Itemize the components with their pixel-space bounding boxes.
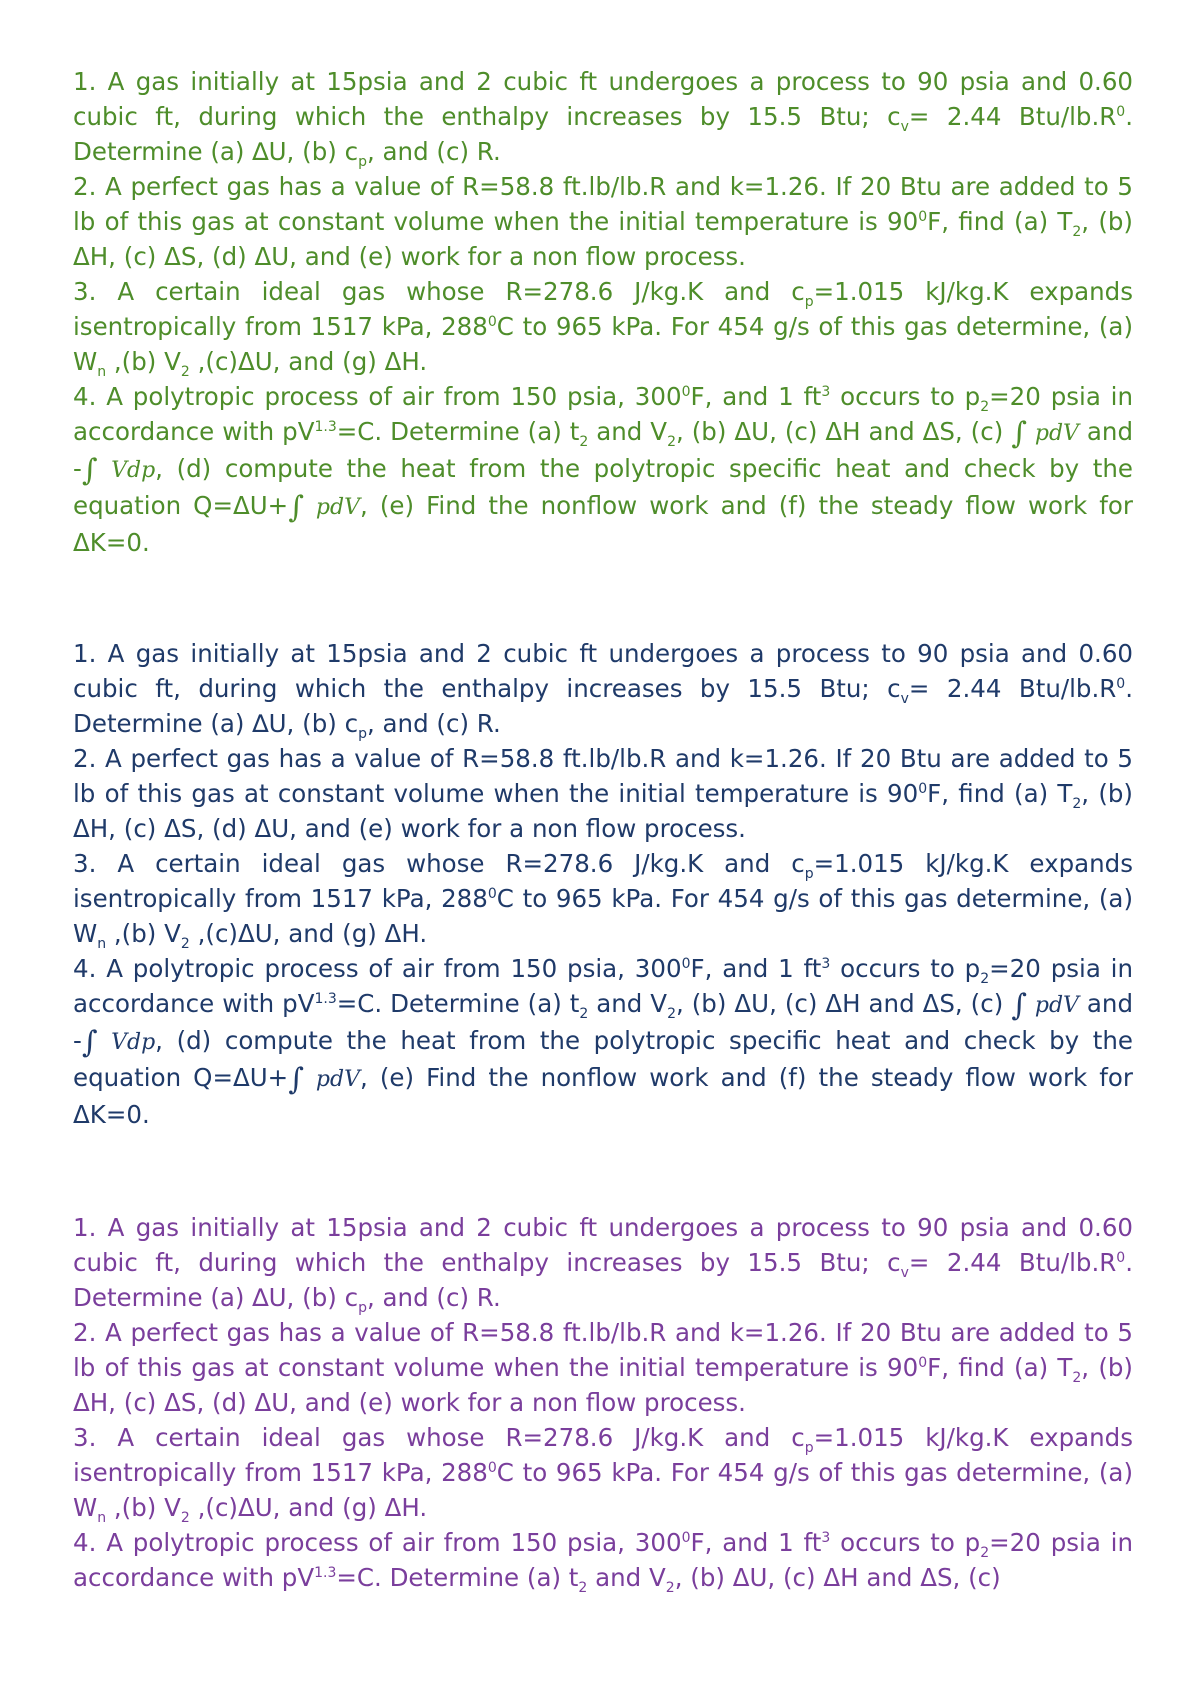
- problem-1: 1. A gas initially at 15psia and 2 cubic ft undergoes a process to 90 psia and 0.60 cubic ft, during which the enthalpy increases by 15.5 Btu; $c_v= 2.44$ Btu/$lb.R^0$. Determine (a) ∆U, (b) $c_p$, and (c) R.: [73, 67, 1133, 170]
- integral-symbol: ∫: [1011, 988, 1027, 1023]
- problem-set-purple: [73, 1210, 1133, 1595]
- problem-3: 3. A certain ideal gas whose R=278.6 J/kg.K and $c_p=1.015$ kJ/kg.K expands isentropically from 1517 kPa, $288^0C$ to 965 kPa. For 454 g/s of this gas determine, (a) $W_n$ ,(b) $V_2$ ,(c)ΔU, and (g) ΔH.: [73, 277, 1134, 380]
- problem-set-navy: [73, 636, 1133, 1132]
- integral-symbol: ∫: [288, 1062, 304, 1097]
- problem-set-green: [73, 64, 1133, 560]
- integral-symbol: ∫: [81, 453, 98, 488]
- problem-1: 1. A gas initially at 15psia and 2 cubic ft undergoes a process to 90 psia and 0.60 cubic ft, during which the enthalpy increases by 15.5 Btu; $c_v= 2.44$ Btu/$lb.R^0$. Determine (a) ∆U, (b) $c_p$, and (c) R.: [73, 639, 1133, 742]
- integral-symbol: ∫: [288, 490, 304, 525]
- problem-2: 2. A perfect gas has a value of R=58.8 ft.lb/lb.R and k=1.26. If 20 Btu are added to 5 lb of this gas at constant volume when the initial temperature is $90^0F$, find (a) $T_2$, (b) ΔH, (c) ΔS, (d) ΔU, and (e) work for a non flow process.: [73, 1318, 1133, 1417]
- problem-4: 4. A polytropic process of air from 150 psia, $300^0F$, and 1 $ft^3$ occurs to $p_2=20$ psia in accordance with $pV^{1.3}=C$. Determine (a) $t_2$ and $V_2$, (b) ΔU, (c) ΔH and ΔS, (c): [73, 1528, 1133, 1596]
- problem-4: 4. A polytropic process of air from 150 psia, $300^0F$, and 1 $ft^3$ occurs to $p_2=20$ psia in accordance with $pV^{1.3}=C$. Determine (a) $t_2$ and $V_2$, (b) ΔU, (c) ΔH and ΔS, (c) ∫ pdV and -∫ Vdp, (d) compute the heat from the polytropic specific heat and check by the equation Q=ΔU+∫ pdV, (e) Find the nonflow work and (f) the steady flow work for ΔK=0.: [73, 382, 1134, 557]
- problem-4: 4. A polytropic process of air from 150 psia, $300^0F$, and 1 $ft^3$ occurs to $p_2=20$ psia in accordance with $pV^{1.3}=C$. Determine (a) $t_2$ and $V_2$, (b) ΔU, (c) ΔH and ΔS, (c) ∫ pdV and -∫ Vdp, (d) compute the heat from the polytropic specific heat and check by the equation Q=ΔU+∫ pdV, (e) Find the nonflow work and (f) the steady flow work for ΔK=0.: [73, 954, 1134, 1129]
- problem-1: 1. A gas initially at 15psia and 2 cubic ft undergoes a process to 90 psia and 0.60 cubic ft, during which the enthalpy increases by 15.5 Btu; $c_v= 2.44$ Btu/$lb.R^0$. Determine (a) ∆U, (b) $c_p$, and (c) R.: [73, 1213, 1133, 1316]
- problem-3: 3. A certain ideal gas whose R=278.6 J/kg.K and $c_p=1.015$ kJ/kg.K expands isentropically from 1517 kPa, $288^0C$ to 965 kPa. For 454 g/s of this gas determine, (a) $W_n$ ,(b) $V_2$ ,(c)ΔU, and (g) ΔH.: [73, 849, 1134, 952]
- problem-3: 3. A certain ideal gas whose R=278.6 J/kg.K and $c_p=1.015$ kJ/kg.K expands isentropically from 1517 kPa, $288^0C$ to 965 kPa. For 454 g/s of this gas determine, (a) $W_n$ ,(b) $V_2$ ,(c)ΔU, and (g) ΔH.: [73, 1423, 1134, 1526]
- problem-2: 2. A perfect gas has a value of R=58.8 ft.lb/lb.R and k=1.26. If 20 Btu are added to 5 lb of this gas at constant volume when the initial temperature is $90^0F$, find (a) $T_2$, (b) ΔH, (c) ΔS, (d) ΔU, and (e) work for a non flow process.: [73, 744, 1133, 843]
- integral-symbol: ∫: [81, 1025, 98, 1060]
- problem-2: 2. A perfect gas has a value of R=58.8 ft.lb/lb.R and k=1.26. If 20 Btu are added to 5 lb of this gas at constant volume when the initial temperature is $90^0F$, find (a) $T_2$, (b) ΔH, (c) ΔS, (d) ΔU, and (e) work for a non flow process.: [73, 172, 1133, 271]
- integral-symbol: ∫: [1011, 416, 1027, 451]
